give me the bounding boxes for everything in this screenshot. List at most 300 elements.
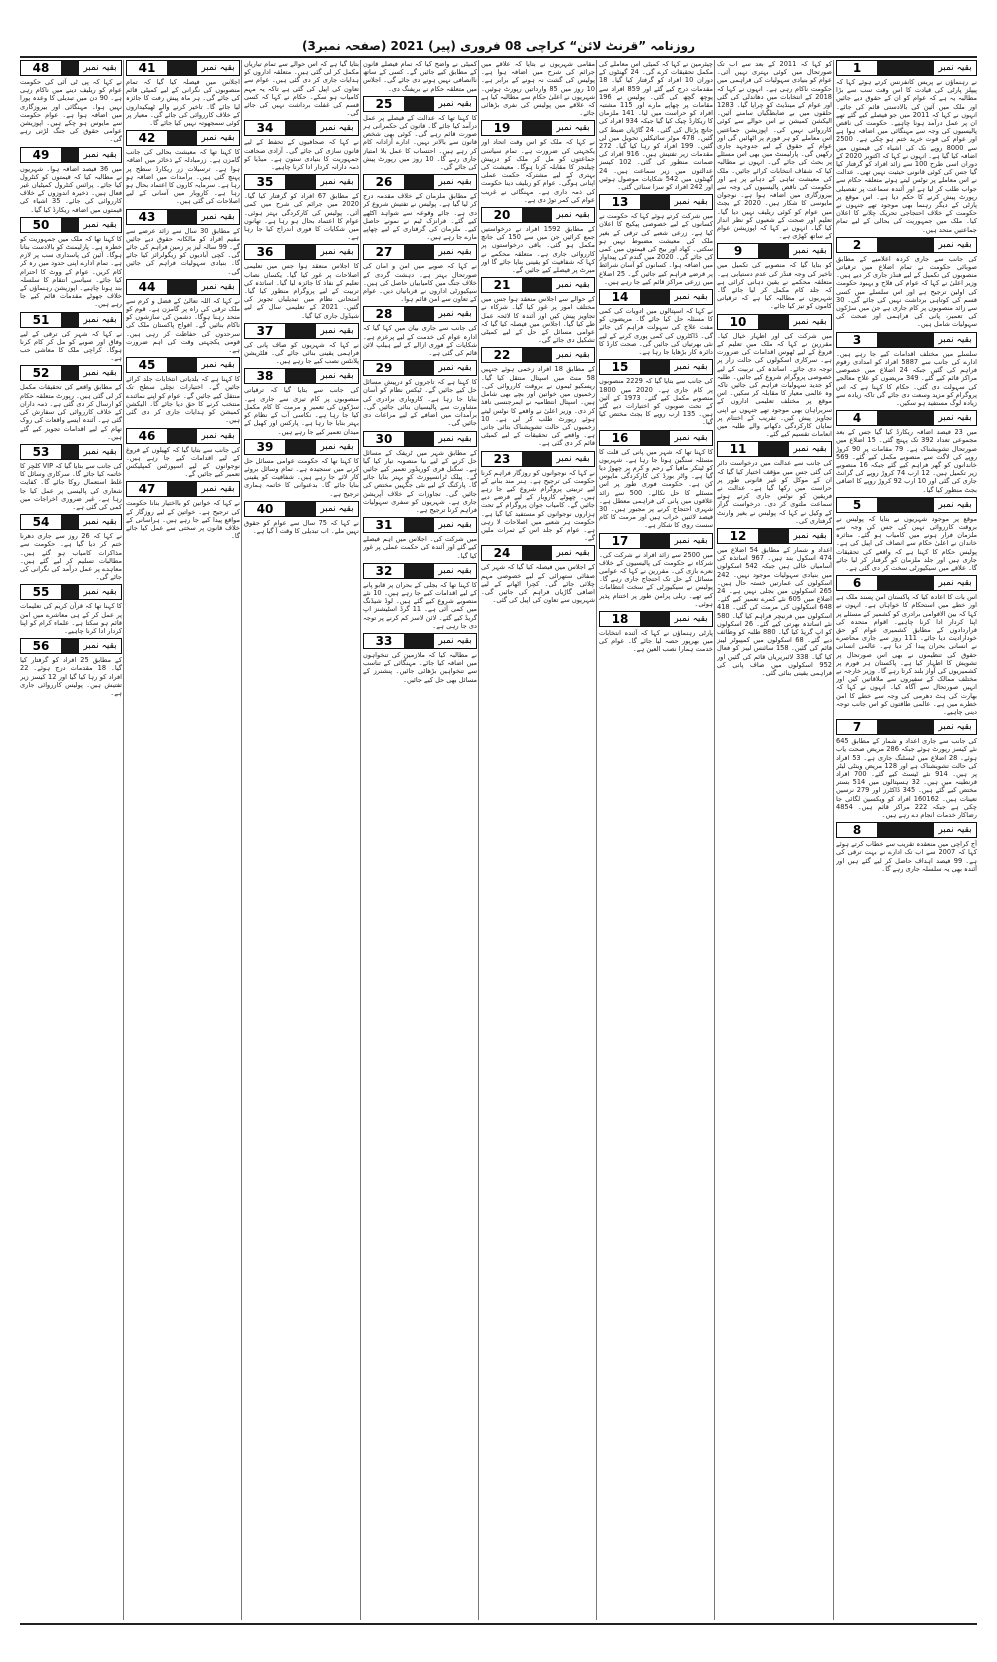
continuation-number: 25 — [364, 97, 404, 111]
continuation-item — [126, 279, 240, 354]
continuation-tag: بقیہ نمبر — [434, 245, 476, 259]
continuation-number: 5 — [837, 498, 877, 512]
continuation-tag: بقیہ نمبر — [670, 612, 712, 626]
header-dark-band — [285, 175, 316, 189]
continuation-text: کا کہنا تھا کہ ملک میں جمہوریت کو خطرہ ہے۔ پارلیمنٹ کو بالادست بنانا ہوگا۔ آئین کی پاسداری سب پر لازم ہے۔ تمام ادارے اپنی حدود میں رہ کر کام کریں۔ عوام کے ووٹ کا احترام کیا جائے۔ سیاسی انتقام کا سلسلہ بند ہونا چاہیے۔ اپوزیشن رہنماؤں کے خلاف جھوٹے مقدمات قائم کیے جا رہے ہیں۔ — [20, 234, 122, 309]
column-divider — [833, 60, 834, 1620]
masthead: روزنامہ ”قرنٹ لائن“ کراچی 08 فروری (پیر) 2021 (صفحہ نمبر3) — [301, 39, 696, 53]
continuation-tag: بقیہ نمبر — [552, 208, 594, 222]
continuation-tag: بقیہ نمبر — [79, 639, 121, 653]
header-dark-band — [404, 564, 434, 578]
continuation-tag: بقیہ نمبر — [316, 440, 358, 454]
continuation-number: 54 — [21, 515, 61, 529]
continuation-tag: بقیہ نمبر — [552, 452, 594, 466]
continuation-tag: بقیہ نمبر — [197, 429, 239, 443]
continuation-number: 51 — [21, 313, 61, 327]
continuation-text: کی جانب سے بتایا گیا کہ VIP کلچر کا خاتمہ کیا جائے گا۔ سرکاری وسائل کا غلط استعمال روکا جائے گا۔ کفایت شعاری کی پالیسی پر عمل کیا جا رہا ہے۔ غیر ضروری اخراجات میں کمی کی گئی ہے۔ — [20, 461, 122, 511]
header-dark-band — [61, 366, 79, 380]
continuation-item — [836, 60, 977, 234]
continuation-header — [599, 533, 713, 549]
continuation-item — [20, 638, 122, 697]
continuation-tag: بقیہ نمبر — [79, 148, 121, 162]
continuation-header — [20, 217, 122, 233]
continuation-number: 7 — [837, 720, 877, 734]
continuation-number: 49 — [21, 148, 61, 162]
continuation-item — [20, 365, 122, 440]
header-dark-band — [877, 576, 934, 590]
continuation-text: نے کہا کہ شہر کی ترقی کے لیے وفاق اور صوبے کو مل کر کام کرنا ہوگا۔ کراچی ملک کا معاشی حب ہے۔ — [20, 329, 122, 363]
continuation-header — [20, 312, 122, 328]
continuation-text: نے کہا کہ خواتین کو بااختیار بنانا حکومت کی ترجیح ہے۔ خواتین کے لیے روزگار کے مواقع پیدا کیے جا رہے ہیں۔ ہراسانی کے خلاف قانون پر سختی سے عمل کیا جائے گا۔ — [126, 499, 240, 541]
continuation-header — [363, 563, 477, 579]
continuation-number: 50 — [21, 218, 61, 232]
header-dark-band — [404, 361, 434, 375]
continuation-header — [363, 244, 477, 260]
continuation-item — [717, 441, 832, 525]
continuation-number: 37 — [245, 324, 285, 338]
continuation-text: کی جانب سے بتایا گیا کہ ترقیاتی منصوبوں پر کام تیزی سے جاری ہے۔ سڑکوں کی تعمیر و مرمت کا کام مکمل کیا جا رہا ہے۔ نکاسی آب کے نظام کو بہتر بنایا جا رہا ہے۔ پارکس اور کھیل کے میدان تعمیر کیے جا رہے ہیں۔ — [244, 386, 359, 436]
continuation-number: 55 — [21, 585, 61, 599]
header-dark-band — [285, 324, 316, 338]
news-column — [363, 60, 477, 1620]
header-dark-band — [167, 61, 197, 75]
continuation-tag: بقیہ نمبر — [79, 515, 121, 529]
continuation-number: 2 — [837, 238, 877, 252]
header-dark-band — [522, 278, 552, 292]
continuation-item — [244, 174, 359, 241]
header-dark-band — [167, 210, 197, 224]
continuation-item — [481, 207, 595, 274]
continuation-tag: بقیہ نمبر — [552, 348, 594, 362]
continuation-number: 21 — [482, 278, 522, 292]
header-dark-band — [61, 585, 79, 599]
header-dark-band — [877, 61, 934, 75]
header-dark-band — [640, 534, 670, 548]
continuation-text: کا اجلاس منعقد ہوا جس میں تعلیمی اصلاحات پر غور کیا گیا۔ یکساں نصاب تعلیم کے نفاذ کا جائزہ لیا گیا۔ اساتذہ کی تربیت کے لیے پروگرام منظور کیا گیا۔ امتحانی نظام میں تبدیلیاں تجویز کی گئیں۔ 2021 کے تعلیمی سال کے لیے شیڈول جاری کیا گیا۔ — [244, 262, 359, 320]
continuation-number: 22 — [482, 348, 522, 362]
continuation-text: نے کہا کہ نوجوانوں کو روزگار فراہم کرنا حکومت کی ترجیح ہے۔ ہنر مند بنانے کے لیے تربیتی پروگرام شروع کیے جا رہے ہیں۔ چھوٹے کاروبار کے لیے قرضے دیے جائیں گے۔ کامیاب جوان پروگرام کے تحت ہزاروں نوجوانوں کو مستفید کیا گیا ہے۔ حکومت ہر شعبے میں اصلاحات لا رہی ہے۔ عوام کو جلد اس کے ثمرات ملیں گے۔ — [481, 468, 595, 543]
continuation-header — [363, 517, 477, 533]
continuation-number: 10 — [718, 315, 758, 329]
continuation-text: نے کہا کہ اللہ تعالیٰ کے فضل و کرم سے ملک ترقی کی راہ پر گامزن ہے۔ قوم کو متحد رہنا ہوگا۔ دشمن کی سازشوں کو ناکام بنائیں گے۔ افواج پاکستان ملک کی سرحدوں کی حفاظت کر رہی ہیں۔ قومی یکجہتی وقت کی اہم ضرورت ہے۔ — [126, 296, 240, 355]
continuation-item — [244, 323, 359, 366]
continuation-header — [836, 332, 977, 348]
continuation-tag: بقیہ نمبر — [934, 333, 976, 347]
continuation-number: 53 — [21, 445, 61, 459]
continuation-header — [126, 481, 240, 497]
continuation-item — [126, 481, 240, 540]
continuation-number: 15 — [600, 360, 640, 374]
continuation-header — [836, 719, 977, 735]
continuation-item — [20, 312, 122, 363]
header-dark-band — [285, 369, 316, 383]
header-dark-band — [758, 315, 789, 329]
continuation-item — [363, 174, 477, 241]
continuation-tag: بقیہ نمبر — [316, 121, 358, 135]
continuation-header — [599, 289, 713, 305]
header-dark-band — [285, 502, 316, 516]
continued-text: کمیٹی نے واضح کیا کہ تمام فیصلے قانون کے مطابق کیے جائیں گے۔ کسی کے ساتھ ناانصافی نہیں ہونے دی جائے گی۔ اجلاس میں متعلقہ حکام نے بریفنگ دی۔ — [363, 60, 477, 93]
continuation-text: اس بات کا اعادہ کیا کہ پاکستان امن پسند ملک ہے اور خطے میں استحکام کا خواہاں ہے۔ انہوں نے کہا کہ بین الاقوامی برادری کو کشمیر کے مسئلے پر اپنا کردار ادا کرنا چاہیے۔ اقوام متحدہ کی قراردادوں کے مطابق کشمیری عوام کو حق خودارادیت دیا جائے۔ 111 روز سے جاری محاصرے نے انسانی بحران پیدا کر دیا ہے۔ عالمی انسانی حقوق کی تنظیموں نے بھی اس صورتحال پر تشویش کا اظہار کیا ہے۔ پاکستان ہر فورم پر کشمیریوں کی آواز بلند کرتا رہے گا۔ وزیر خارجہ نے مختلف ممالک کے سفیروں سے ملاقاتیں کیں اور انہیں صورتحال سے آگاہ کیا۔ انہوں نے کہا کہ بھارت کی ہٹ دھرمی کی وجہ سے خطے کا امن خطرے میں ہے۔ عالمی طاقتوں کو اس جانب توجہ دینی چاہیے۔ — [836, 593, 977, 716]
continuation-item — [20, 584, 122, 635]
continuation-text: میں 2500 سے زائد افراد نے شرکت کی۔ شرکاء نے حکومت کی پالیسیوں کے خلاف نعرے بازی کی۔ مقررین نے کہا کہ عوامی مسائل کے حل تک احتجاج جاری رہے گا۔ پولیس نے سیکیورٹی کے سخت انتظامات کیے تھے۔ ریلی پرامن طور پر اختتام پذیر ہوئی۔ — [599, 550, 713, 608]
continuation-text: کا کہنا تھا کہ قرآن کریم کی تعلیمات پر عمل کر کے ہی معاشرے میں امن قائم ہو سکتا ہے۔ علماء کرام کو اپنا کردار ادا کرنا چاہیے۔ — [20, 602, 122, 635]
header-dark-band — [877, 823, 934, 837]
continuation-header — [599, 359, 713, 375]
continuation-text: کے مطابق شہر میں ٹریفک کے مسائل حل کرنے کے لیے نیا منصوبہ تیار کیا گیا ہے۔ سگنل فری کوریڈور تعمیر کیے جائیں گے۔ پبلک ٹرانسپورٹ کو بہتر بنایا جائے گا۔ پارکنگ کے لیے نئی جگہیں مختص کی جائیں گی۔ تجاوزات کے خلاف آپریشن جاری ہے۔ شہریوں کو سفری سہولیات فراہم کرنا ترجیح ہے۔ — [363, 448, 477, 514]
continuation-number: 17 — [600, 534, 640, 548]
continuation-header — [363, 431, 477, 447]
continuation-item — [599, 289, 713, 356]
continuation-number: 44 — [127, 280, 167, 294]
header-dark-band — [404, 175, 434, 189]
continuation-header — [836, 575, 977, 591]
continuation-item — [244, 244, 359, 319]
continuation-header — [20, 444, 122, 460]
continuation-tag: بقیہ نمبر — [79, 61, 121, 75]
continuation-text: سلسلے میں مختلف اقدامات کیے جا رہے ہیں۔ ادارے کی جانب سے 5887 افراد کو امدادی رقوم فراہم کی گئیں جبکہ 24 اضلاع میں خصوصی مراکز قائم کیے گئے۔ 349 مریضوں کو علاج معالجے کی سہولت دی گئی۔ حکام کا کہنا ہے کہ اس پروگرام کو مزید وسعت دی جائے گی تاکہ زیادہ سے زیادہ لوگ مستفید ہو سکیں۔ — [836, 349, 977, 407]
continuation-tag: بقیہ نمبر — [434, 361, 476, 375]
continued-text: چیئرمین نے کہا کہ کمیٹی اس معاملے کی مکمل تحقیقات کرے گی۔ 24 گھنٹوں کے دوران 10 افراد کو گرفتار کیا گیا۔ 18 مقدمات درج کیے گئے اور 859 افراد سے پوچھ گچھ کی گئی۔ پولیس نے 196 مقامات پر چھاپے مارے اور 115 مشتبہ افراد کو حراست میں لیا۔ 141 ملزمان کا ریکارڈ چیک کیا گیا جبکہ 934 افراد کی جانچ پڑتال کی گئی۔ 24 گاڑیاں ضبط کی گئیں۔ 478 موٹر سائیکلیں تحویل میں لی گئیں۔ 199 افراد کو رہا کیا گیا۔ 272 مقدمات زیر تفتیش ہیں۔ 916 افراد کی ضمانت منظور کی گئی۔ 102 کیسز عدالتوں میں زیر سماعت ہیں۔ 24 گھنٹوں میں 542 شکایات موصول ہوئیں اور 242 افراد کو سزا سنائی گئی۔ — [599, 60, 713, 192]
header-dark-band — [640, 290, 670, 304]
continuation-number: 29 — [364, 361, 404, 375]
continuation-text: اعداد و شمار کے مطابق 54 اضلاع میں 474 اسکول بند ہیں۔ 967 اساتذہ کی آسامیاں خالی ہیں جبکہ 542 اسکولوں میں بنیادی سہولیات موجود نہیں۔ 242 اسکولوں کی عمارتیں خستہ حال ہیں۔ 265 اسکولوں میں بجلی نہیں ہے۔ 24 اضلاع میں 605 نئے کمرے تعمیر کیے گئے۔ 648 اسکولوں کی مرمت کی گئی۔ 418 اسکولوں میں فرنیچر فراہم کیا گیا۔ 580 نئے اساتذہ بھرتی کیے گئے۔ 26 اسکولوں کو اپ گریڈ کیا گیا۔ 880 طلبہ کو وظائف دیے گئے۔ 68 اسکولوں میں کمپیوٹر لیبز قائم کی گئیں۔ 158 سائنس لیبز کو فعال کیا گیا۔ 338 لائبریریاں قائم کی گئیں اور 952 اسکولوں میں صاف پانی کی فراہمی یقینی بنائی گئی۔ — [717, 545, 832, 677]
continuation-header — [717, 441, 832, 457]
continuation-header — [599, 430, 713, 446]
continued-text: بتایا گیا ہے کہ اس حوالے سے تمام تیاریاں مکمل کر لی گئی ہیں۔ متعلقہ اداروں کو ہدایات جاری کر دی گئی ہیں۔ عوام سے تعاون کی اپیل کی گئی ہے تاکہ یہ مہم کامیاب ہو سکے۔ حکام نے کہا کہ کسی قسم کی غفلت برداشت نہیں کی جائے گی۔ — [244, 60, 359, 118]
continuation-header — [599, 194, 713, 210]
continuation-item — [481, 277, 595, 344]
continuation-tag: بقیہ نمبر — [197, 482, 239, 496]
header-dark-band — [522, 546, 552, 560]
bottom-rule — [20, 1623, 977, 1625]
continuation-header — [126, 279, 240, 295]
continuation-tag: بقیہ نمبر — [552, 546, 594, 560]
continuation-number: 13 — [600, 195, 640, 209]
continuation-number: 42 — [127, 131, 167, 145]
continuation-tag: بقیہ نمبر — [934, 498, 976, 512]
header-dark-band — [522, 208, 552, 222]
column-divider — [360, 60, 361, 1620]
news-column — [717, 60, 832, 1620]
continuation-tag: بقیہ نمبر — [670, 290, 712, 304]
continuation-number: 34 — [245, 121, 285, 135]
header-dark-band — [404, 518, 434, 532]
continuation-item — [363, 96, 477, 171]
header-dark-band — [61, 313, 79, 327]
continuation-tag: بقیہ نمبر — [316, 324, 358, 338]
column-divider — [123, 60, 124, 1620]
continuation-tag: بقیہ نمبر — [934, 823, 976, 837]
continuation-tag: بقیہ نمبر — [670, 431, 712, 445]
continuation-header — [363, 360, 477, 376]
continuation-number: 35 — [245, 175, 285, 189]
continuation-text: کا کہنا ہے کہ بلدیاتی انتخابات جلد کرائے جائیں گے۔ اختیارات نچلی سطح تک منتقل کیے جائیں گے۔ عوام کو اپنے نمائندے منتخب کرنے کا حق دیا جائے گا۔ الیکشن کمیشن کو ہدایات جاری کر دی گئی ہیں۔ — [126, 375, 240, 425]
continuation-item — [836, 497, 977, 572]
continuation-header — [244, 244, 359, 260]
header-dark-band — [285, 245, 316, 259]
header-dark-band — [167, 429, 197, 443]
continuation-text: کے مطابق 1592 افراد نے درخواستیں جمع کرائیں جن میں سے 150 کی جانچ مکمل ہو گئی۔ باقی درخواستوں پر کارروائی جاری ہے۔ متعلقہ محکمے نے کہا کہ شفافیت کو یقینی بنایا جائے گا اور میرٹ پر فیصلے کیے جائیں گے۔ — [481, 225, 595, 275]
continuation-text: اجلاس میں فیصلہ کیا گیا کہ تمام منصوبوں کی نگرانی کے لیے کمیٹی قائم کی جائے گی۔ ہر ماہ پیش رفت کا جائزہ لیا جائے گا۔ تاخیر کرنے والے ٹھیکیداروں کے خلاف کارروائی کی جائے گی۔ معیار پر کوئی سمجھوتہ نہیں کیا جائے گا۔ — [126, 78, 240, 128]
continuation-item — [126, 60, 240, 127]
news-column — [20, 60, 122, 1620]
continuation-number: 52 — [21, 366, 61, 380]
continuation-number: 20 — [482, 208, 522, 222]
continuation-item — [363, 563, 477, 630]
continuation-tag: بقیہ نمبر — [789, 315, 831, 329]
continuation-text: میں شرکت کی۔ اجلاس میں اہم فیصلے کیے گئے اور آئندہ کی حکمت عملی پر غور کیا گیا۔ — [363, 535, 477, 560]
continuation-item — [481, 451, 595, 543]
continuation-header — [836, 237, 977, 253]
continuation-tag: بقیہ نمبر — [316, 502, 358, 516]
header-dark-band — [167, 482, 197, 496]
continuation-tag: بقیہ نمبر — [197, 280, 239, 294]
continued-text: مقامی شہریوں نے بتایا کہ علاقے میں جرائم کی شرح میں اضافہ ہوا ہے۔ پولیس کی گشت نہ ہونے کے برابر ہے۔ 10 روز میں 85 وارداتیں رپورٹ ہوئیں۔ شہریوں نے اعلیٰ حکام سے مطالبہ کیا ہے کہ علاقے میں پولیس کی نفری بڑھائی جائے۔ — [481, 60, 595, 118]
continuation-header — [481, 207, 595, 223]
continuation-text: نے کہا کہ صحافیوں کے تحفظ کے لیے قانون سازی کی جائے گی۔ آزادی صحافت جمہوریت کا بنیادی ستون ہے۔ میڈیا کو ذمہ دارانہ کردار ادا کرنا چاہیے۔ — [244, 138, 359, 172]
continuation-tag: بقیہ نمبر — [434, 432, 476, 446]
continuation-number: 14 — [600, 290, 640, 304]
continuation-item — [244, 368, 359, 435]
continuation-header — [717, 528, 832, 544]
continuation-header — [481, 277, 595, 293]
continuation-header — [363, 306, 477, 322]
continuation-header — [244, 368, 359, 384]
header-dark-band — [167, 280, 197, 294]
news-column — [599, 60, 713, 1620]
continuation-number: 19 — [482, 121, 522, 135]
header-dark-band — [285, 121, 316, 135]
continuation-number: 46 — [127, 429, 167, 443]
continuation-item — [20, 217, 122, 309]
continuation-number: 56 — [21, 639, 61, 653]
continuation-number: 41 — [127, 61, 167, 75]
continuation-header — [126, 130, 240, 146]
continuation-text: کی جانب سے بتایا گیا کہ کھیلوں کے فروغ کے لیے اقدامات کیے جا رہے ہیں۔ نوجوانوں کے لیے اسپورٹس کمپلیکس تعمیر کیے جائیں گے۔ — [126, 445, 240, 479]
continuation-item — [717, 314, 832, 439]
continuation-item — [244, 120, 359, 171]
column-divider — [714, 60, 715, 1620]
continuation-number: 4 — [837, 411, 877, 425]
continuation-item — [363, 306, 477, 357]
continuation-text: نے کہا کہ 26 روز سے جاری دھرنا ختم کر دیا گیا ہے۔ حکومت سے مذاکرات کامیاب ہو گئے ہیں۔ مطالبات تسلیم کر لیے گئے ہیں۔ معاہدے پر عمل درآمد کی نگرانی کی جائے گی۔ — [20, 532, 122, 582]
continuation-item — [126, 357, 240, 424]
continuation-item — [20, 60, 122, 144]
continuation-number: 43 — [127, 210, 167, 224]
continuation-tag: بقیہ نمبر — [670, 534, 712, 548]
continuation-item — [599, 194, 713, 286]
continuation-item — [836, 822, 977, 873]
continuation-number: 8 — [837, 823, 877, 837]
continuation-number: 33 — [364, 634, 404, 648]
continuation-item — [599, 611, 713, 654]
continuation-item — [20, 147, 122, 214]
continuation-number: 11 — [718, 442, 758, 456]
continuation-tag: بقیہ نمبر — [434, 518, 476, 532]
continuation-number: 27 — [364, 245, 404, 259]
continuation-header — [836, 410, 977, 426]
continuation-number: 12 — [718, 529, 758, 543]
continuation-text: کو بتایا گیا کہ منصوبے کی تکمیل میں تاخیر کی وجہ فنڈز کی عدم دستیابی ہے۔ متعلقہ محکمے نے یقین دہانی کرائی ہے کہ جلد کام مکمل کر لیا جائے گا۔ شہریوں نے مطالبہ کیا ہے کہ ترقیاتی کاموں کو تیز کیا جائے۔ — [717, 261, 832, 311]
continuation-text: کے حوالے سے اجلاس منعقد ہوا جس میں مختلف امور پر غور کیا گیا۔ شرکاء نے تجاویز پیش کیں اور آئندہ کا لائحہ عمل طے کیا گیا۔ اجلاس میں فیصلہ کیا گیا کہ عوامی مسائل کے حل کے لیے کمیٹی تشکیل دی جائے گی۔ — [481, 295, 595, 345]
header-dark-band — [167, 131, 197, 145]
header-dark-band — [877, 333, 934, 347]
continuation-item — [363, 244, 477, 303]
continuation-header — [481, 120, 595, 136]
continuation-text: کی جانب سے جاری اعداد و شمار کے مطابق 645 نئے کیسز رپورٹ ہوئے جبکہ 286 مریض صحت یاب ہوئے۔ 28 اضلاع میں ٹیسٹنگ جاری ہے۔ 53 افراد کی حالت تشویشناک ہے اور 128 مریض وینٹی لیٹر پر ہیں۔ 914 نئے ٹیسٹ کیے گئے۔ 700 افراد قرنطینہ میں ہیں۔ 32 ہسپتالوں میں 514 بستر مختص کیے گئے ہیں۔ 345 ڈاکٹرز اور 279 نرسیں تعینات ہیں۔ 160162 افراد کو ویکسین لگائی جا چکی ہے جبکہ 222 مراکز قائم ہیں۔ 4854 رضاکار خدمات انجام دے رہے ہیں۔ — [836, 737, 977, 820]
continuation-header — [126, 428, 240, 444]
continuation-number: 16 — [600, 431, 640, 445]
header-dark-band — [640, 360, 670, 374]
header-dark-band — [61, 61, 79, 75]
continuation-item — [20, 444, 122, 511]
continuation-tag: بقیہ نمبر — [670, 195, 712, 209]
continuation-number: 26 — [364, 175, 404, 189]
continuation-text: نے کہا کہ صوبے میں امن و امان کی صورتحال بہتر ہے۔ دہشت گردی کے خلاف جنگ میں کامیابیاں حاصل کی ہیں۔ سیکیورٹی اداروں نے قربانیاں دیں۔ عوام کے تعاون سے امن قائم ہوا۔ — [363, 262, 477, 304]
continuation-number: 6 — [837, 576, 877, 590]
continuation-tag: بقیہ نمبر — [934, 238, 976, 252]
continuation-text: کی جانب سے جاری کردہ اعلامیے کے مطابق صوبائی حکومت نے تمام اضلاع میں ترقیاتی منصوبوں کی تکمیل کے لیے فنڈز جاری کر دیے ہیں۔ وزیر اعلیٰ نے کہا کہ عوام کی فلاح و بہبود حکومت کی اولین ترجیح ہے اور اس سلسلے میں کسی قسم کی کوتاہی برداشت نہیں کی جائے گی۔ 30 سے زائد منصوبوں پر کام جاری ہے جن میں سڑکوں کی تعمیر، پانی کی فراہمی اور صحت کی سہولیات شامل ہیں۔ — [836, 254, 977, 329]
continuation-item — [717, 528, 832, 677]
continuation-header — [244, 501, 359, 517]
continuation-text: کی جانب سے بتایا گیا کہ 2229 منصوبوں پر کام جاری ہے۔ 2020 میں 1800 منصوبے مکمل کیے گئے۔ 1973 کے آئین کے تحت صوبوں کو اختیارات دیے گئے ہیں۔ 135 ارب روپے کا بجٹ مختص کیا گیا۔ — [599, 377, 713, 427]
header-dark-band — [522, 121, 552, 135]
continuation-header — [126, 357, 240, 373]
continuation-text: کے مطابق 30 سال سے زائد عرصے سے مقیم افراد کو مالکانہ حقوق دیے جائیں گے۔ 99 سالہ لیز پر زمین فراہم کی جائے گی۔ کچی آبادیوں کو ریگولرائز کیا جائے گا۔ بنیادی سہولیات فراہم کی جائیں گی۔ — [126, 226, 240, 276]
continuation-number: 24 — [482, 546, 522, 560]
continuation-tag: بقیہ نمبر — [434, 97, 476, 111]
continuation-item — [836, 237, 977, 329]
continuation-item — [363, 633, 477, 684]
continuation-header — [20, 638, 122, 654]
continuation-item — [481, 545, 595, 604]
continuation-number: 31 — [364, 518, 404, 532]
continuation-number: 9 — [718, 244, 758, 258]
header-dark-band — [522, 348, 552, 362]
continuation-text: نے کہا کہ پی ٹی آئی کی حکومت عوام کو ریلیف دینے میں ناکام رہی ہے۔ 90 دن میں تبدیلی کا وعدہ پورا نہیں ہوا۔ مہنگائی اور بیروزگاری میں اضافہ ہوا ہے۔ عوام حکومت سے مایوس ہو چکے ہیں۔ اپوزیشن عوامی حقوق کی جنگ لڑتی رہے گی۔ — [20, 78, 122, 144]
continuation-tag: بقیہ نمبر — [197, 61, 239, 75]
continuation-tag: بقیہ نمبر — [197, 358, 239, 372]
continuation-number: 30 — [364, 432, 404, 446]
continuation-text: کا کہنا تھا کہ حکومت عوامی مسائل حل کرنے میں سنجیدہ ہے۔ تمام وسائل بروئے کار لائے جا رہے ہیں۔ شفافیت کو یقینی بنایا جائے گا۔ بدعنوانی کا خاتمہ ہماری ترجیح ہے۔ — [244, 456, 359, 498]
continuation-number: 45 — [127, 358, 167, 372]
continuation-number: 28 — [364, 307, 404, 321]
news-column — [836, 60, 977, 1620]
continuation-text: میں شرکت کی اور اظہار خیال کیا۔ مقررین نے کہا کہ ملک میں تعلیم کے فروغ کے لیے ٹھوس اقدامات کی ضرورت ہے۔ سرکاری اسکولوں کی حالت زار پر توجہ دی جائے۔ اساتذہ کی تربیت کے لیے خصوصی پروگرام شروع کیے جائیں۔ طلبہ کو جدید سہولیات فراہم کی جائیں تاکہ وہ عالمی معیار کا مقابلہ کر سکیں۔ اس موقع پر مختلف تعلیمی اداروں کے سربراہان بھی موجود تھے جنہوں نے اپنی تجاویز پیش کیں۔ تقریب کے اختتام پر نمایاں کارکردگی دکھانے والے طلبہ میں انعامات تقسیم کیے گئے۔ — [717, 331, 832, 439]
continuation-tag: بقیہ نمبر — [434, 564, 476, 578]
header-dark-band — [285, 440, 316, 454]
continuation-tag: بقیہ نمبر — [670, 360, 712, 374]
continuation-item — [126, 130, 240, 205]
header-dark-band — [640, 612, 670, 626]
continuation-text: کا کہنا ہے کہ تاجروں کو درپیش مسائل حل کیے جائیں گے۔ ٹیکس نظام کو آسان بنایا جا رہا ہے۔ کاروباری برادری کی مشاورت سے پالیسیاں بنائی جائیں گی۔ برآمدات میں اضافے کے لیے مراعات دی جائیں گی۔ — [363, 378, 477, 428]
continuation-tag: بقیہ نمبر — [552, 121, 594, 135]
header-dark-band — [61, 218, 79, 232]
header-dark-band — [758, 442, 789, 456]
continuation-item — [599, 430, 713, 530]
header-dark-band — [640, 195, 670, 209]
continuation-item — [836, 719, 977, 819]
news-column — [126, 60, 240, 1620]
header-dark-band — [404, 307, 434, 321]
continuation-tag: بقیہ نمبر — [197, 210, 239, 224]
continuation-number: 3 — [837, 333, 877, 347]
continuation-item — [363, 360, 477, 427]
news-column — [244, 60, 359, 1620]
continuation-text: کے اجلاس میں فیصلہ کیا گیا کہ شہر کی صفائی ستھرائی کے لیے خصوصی مہم چلائی جائے گی۔ کچرا اٹھانے کے لیے اضافی گاڑیاں فراہم کی جائیں گی۔ شہریوں سے تعاون کی اپیل کی گئی۔ — [481, 563, 595, 605]
continuation-tag: بقیہ نمبر — [934, 61, 976, 75]
continuation-text: کے مطابق 18 افراد زخمی ہوئے جنہیں 58 منٹ میں اسپتال منتقل کیا گیا۔ ریسکیو ٹیموں نے بروقت کارروائی کی۔ زخمیوں میں خواتین اور بچے بھی شامل ہیں۔ اسپتال انتظامیہ نے ایمرجنسی نافذ کر دی۔ وزیر اعلیٰ نے واقعے کا نوٹس لیتے ہوئے رپورٹ طلب کر لی ہے۔ 10 زخمیوں کی حالت تشویشناک بتائی جاتی ہے۔ واقعے کی تحقیقات کے لیے کمیٹی قائم کر دی گئی ہے۔ — [481, 365, 595, 448]
continuation-number: 48 — [21, 61, 61, 75]
continuation-item — [244, 439, 359, 498]
continuation-tag: بقیہ نمبر — [934, 576, 976, 590]
continuation-tag: بقیہ نمبر — [434, 175, 476, 189]
continuation-item — [481, 347, 595, 447]
continuation-header — [836, 822, 977, 838]
header-dark-band — [522, 452, 552, 466]
continuation-number: 40 — [245, 502, 285, 516]
header-dark-band — [404, 97, 434, 111]
continuation-header — [20, 147, 122, 163]
continuation-header — [363, 633, 477, 649]
continuation-header — [363, 174, 477, 190]
continuation-tag: بقیہ نمبر — [434, 307, 476, 321]
continuation-header — [244, 120, 359, 136]
continuation-header — [244, 323, 359, 339]
continued-text: کو کہا کہ 2011 کے بعد سے اب تک صورتحال میں کوئی بہتری نہیں آئی۔ عوام کو بنیادی سہولیات کی فراہمی میں حکومت ناکام رہی ہے۔ انہوں نے کہا کہ 2018 کے انتخابات میں دھاندلی کی گئی اور عوام کے مینڈیٹ کو چرایا گیا۔ 1283 حلقوں میں بے ضابطگیاں سامنے آئیں۔ الیکشن کمیشن نے اس حوالے سے کوئی کارروائی نہیں کی۔ اپوزیشن جماعتیں اس معاملے کو ہر فورم پر اٹھائیں گی اور عوام کے حقوق کے لیے جدوجہد جاری رکھیں گی۔ پارلیمنٹ میں بھی اس مسئلے پر بحث کی جائے گی۔ انہوں نے مطالبہ کیا کہ شفاف انتخابات کرائے جائیں۔ ملک کی معیشت تباہی کے دہانے پر ہے اور حکومت کی ناقص پالیسیوں کی وجہ سے بیروزگاری میں اضافہ ہوا ہے۔ نوجوان مایوسی کا شکار ہیں۔ 2020 کے بجٹ میں عوام کو کوئی ریلیف نہیں دیا گیا۔ تعلیم اور صحت کے شعبوں کو نظر انداز کیا گیا۔ انہوں نے کہا کہ اپوزیشن عوام کے ساتھ کھڑی ہے۔ — [717, 60, 832, 241]
continuation-header — [481, 545, 595, 561]
continuation-text: نے کہا کہ ملک کو اس وقت اتحاد اور یکجہتی کی ضرورت ہے۔ تمام سیاسی جماعتوں کو مل کر ملک کو درپیش چیلنجز کا مقابلہ کرنا ہوگا۔ معیشت کی بہتری کے لیے مشترکہ حکمت عملی اپنانی ہوگی۔ عوام کو ریلیف دینا حکومت کی ذمہ داری ہے۔ مہنگائی نے غریب عوام کی کمر توڑ دی ہے۔ — [481, 138, 595, 204]
continuation-text: نے مطالبہ کیا کہ ملازمین کی تنخواہوں میں اضافہ کیا جائے۔ مہنگائی کے تناسب سے تنخواہیں بڑھائی جائیں۔ پنشنرز کے مسائل بھی حل کیے جائیں۔ — [363, 650, 477, 684]
continuation-header — [126, 209, 240, 225]
continuation-text: کے مطابق واقعے کی تحقیقات مکمل کر لی گئی ہیں۔ رپورٹ متعلقہ حکام کو ارسال کر دی گئی ہے۔ ذمہ داران کے خلاف کارروائی کی سفارش کی گئی ہے۔ آئندہ ایسے واقعات کی روک تھام کے لیے اقدامات تجویز کیے گئے ہیں۔ — [20, 383, 122, 441]
continuation-header — [717, 243, 832, 259]
header-dark-band — [758, 529, 789, 543]
header-dark-band — [404, 634, 434, 648]
continuation-text: کی جانب سے عدالت میں درخواست دائر کی گئی جس میں مؤقف اختیار کیا گیا کہ ان کے موکل کو غیر قانونی طور پر حراست میں رکھا گیا ہے۔ عدالت نے فریقین کو نوٹس جاری کرتے ہوئے سماعت ملتوی کر دی۔ درخواست گزار کے وکیل نے کہا کہ پولیس نے بغیر وارنٹ گرفتاری کی۔ — [717, 459, 832, 525]
continuation-header — [244, 439, 359, 455]
continuation-text: نے کہا کہ اسپتالوں میں ادویات کی کمی کا مسئلہ حل کیا جائے گا۔ مریضوں کو مفت علاج کی سہولت فراہم کی جائے گی۔ ڈاکٹروں کی کمی پوری کرنے کے لیے نئی بھرتیاں کی جائیں گی۔ صحت کارڈ کا دائرہ کار بڑھایا جا رہا ہے۔ — [599, 307, 713, 357]
continuation-header — [481, 347, 595, 363]
header-dark-band — [877, 411, 934, 425]
continuation-item — [363, 517, 477, 560]
continuation-tag: بقیہ نمبر — [79, 313, 121, 327]
continuation-tag: بقیہ نمبر — [789, 244, 831, 258]
continuation-tag: بقیہ نمبر — [934, 720, 976, 734]
continuation-number: 36 — [245, 245, 285, 259]
continuation-tag: بقیہ نمبر — [316, 369, 358, 383]
continuation-tag: بقیہ نمبر — [789, 442, 831, 456]
header-dark-band — [61, 148, 79, 162]
header-dark-band — [640, 431, 670, 445]
continuation-text: کا کہنا تھا کہ شہر میں پانی کی قلت کا مسئلہ سنگین ہوتا جا رہا ہے۔ شہریوں کو ٹینکر مافیا کے رحم و کرم پر چھوڑ دیا گیا ہے۔ واٹر بورڈ کی کارکردگی مایوس کن ہے۔ حکومت فوری طور پر اس مسئلے کا حل نکالے۔ 500 سے زائد علاقوں میں پانی کی فراہمی معطل ہے۔ شہری احتجاج کرنے پر مجبور ہیں۔ 30 فیصد لائنیں خراب ہیں اور مرمت کا کام سست روی کا شکار ہے۔ — [599, 447, 713, 530]
header-dark-band — [877, 238, 934, 252]
continuation-item — [836, 575, 977, 716]
continuation-item — [126, 209, 240, 276]
continuation-header — [244, 174, 359, 190]
continuation-text: کے مطابق 67 افراد کو گرفتار کیا گیا۔ 2020 میں جرائم کی شرح میں کمی آئی۔ پولیس کی کارکردگی بہتر ہوئی۔ عوام کا اعتماد بحال ہو رہا ہے۔ تھانوں میں شکایات کا فوری اندراج کیا جا رہا ہے۔ — [244, 192, 359, 242]
continuation-item — [244, 501, 359, 535]
continuation-text: پارٹی رہنماؤں نے کہا کہ آئندہ انتخابات میں بھرپور حصہ لیا جائے گا۔ عوام کی خدمت ہمارا نصب العین ہے۔ — [599, 628, 713, 654]
continuation-tag: بقیہ نمبر — [79, 366, 121, 380]
header-dark-band — [877, 498, 934, 512]
continuation-item — [836, 332, 977, 407]
continuation-text: کا کہنا تھا کہ بجلی کے بحران پر قابو پانے کے لیے اقدامات کیے جا رہے ہیں۔ 10 نئے منصوبے شروع کیے گئے ہیں۔ لوڈ شیڈنگ میں کمی آئی ہے۔ 11 گرڈ اسٹیشنز اپ گریڈ کیے گئے۔ لائن لاسز کم کرنے پر توجہ دی جا رہی ہے۔ — [363, 580, 477, 630]
continuation-text: میں شرکت کرتے ہوئے کہا کہ حکومت نے کسانوں کے لیے خصوصی پیکیج کا اعلان کیا ہے۔ زرعی شعبے کی ترقی کے بغیر ملک کی معیشت مضبوط نہیں ہو سکتی۔ کھاد اور بیج کی قیمتوں میں کمی کی جائے گی۔ 2020 میں گندم کی پیداوار میں اضافہ ہوا۔ کسانوں کو آسان شرائط پر قرضے فراہم کیے جائیں گے۔ 25 اضلاع میں زرعی مراکز قائم کیے جا رہے ہیں۔ — [599, 212, 713, 286]
header-dark-band — [61, 515, 79, 529]
continuation-item — [836, 410, 977, 494]
